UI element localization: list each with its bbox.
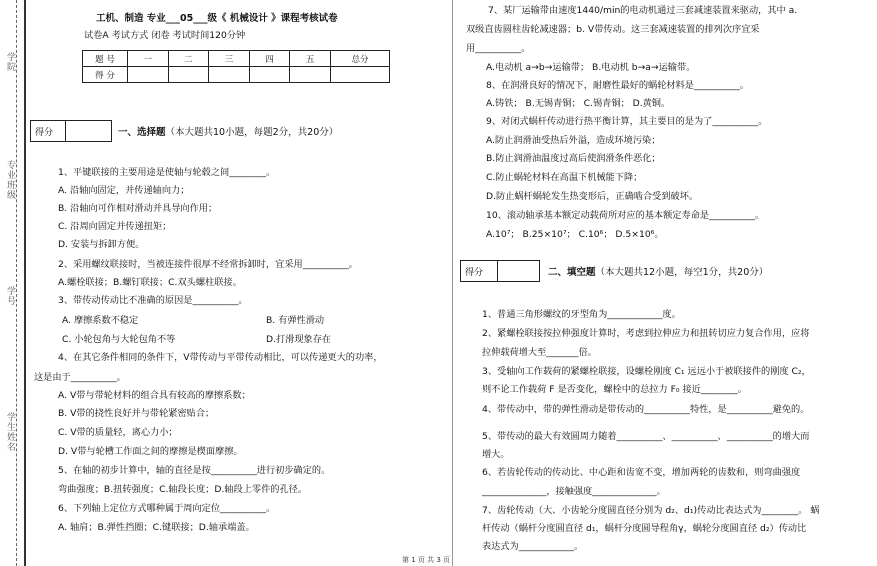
- score-box-reviewer[interactable]: [66, 121, 111, 141]
- score-table-cell: 一: [128, 51, 169, 67]
- fill-question-line: 4、带传动中，带的弹性滑动是带传动的__________特性，是__________避免的。: [482, 404, 810, 415]
- option-line: D.防止蜗杆蜗轮发生热变形后，正确啮合受到破坏。: [486, 191, 699, 202]
- score-box-label: 得分: [461, 261, 498, 281]
- score-input-cell[interactable]: [290, 67, 331, 83]
- option-line: A. 沿轴向固定，并传递轴向力；: [58, 185, 190, 196]
- fill-question-line: 2、紧螺栓联接按拉伸强度计算时，考虑到拉伸应力和扭转切应力复合作用，应将: [482, 328, 810, 339]
- option-line: C. 沿周向固定并传递扭矩；: [58, 221, 172, 232]
- option-line: A.10⁷； B.25×10⁷； C.10⁶； D.5×10⁶。: [486, 229, 664, 240]
- question-line: 4、在其它条件相同的条件下，V带传动与平带传动相比，可以传递更大的功率，: [58, 352, 383, 363]
- section1-score-box: [30, 120, 112, 142]
- fill-question-line: 3、受轴向工作载荷的紧螺栓联接，设螺栓刚度 C₁ 远远小于被联接件的刚度 C₂，: [482, 366, 811, 377]
- fill-question-line: 表达式为____________。: [482, 541, 584, 552]
- question-line: 10、滚动轴承基本额定动载荷所对应的基本额定寿命是__________。: [486, 210, 765, 221]
- option-line: A. 轴肩；B.弹性挡圈；C.键联接；D.轴承端盖。: [58, 522, 255, 533]
- fill-question-line: 7、齿轮传动（大、小齿轮分度圆直径分别为 d₂、d₁)传动比表达式为________。 蜗: [482, 505, 820, 516]
- score-input-cell[interactable]: [168, 67, 209, 83]
- question-line: 8、在润滑良好的情况下，耐磨性最好的蜗轮材料是__________。: [486, 80, 750, 91]
- score-table-cell: 三: [209, 51, 250, 67]
- option-line: D. 安装与拆卸方便。: [58, 239, 145, 250]
- section2-score-box: [460, 260, 540, 282]
- score-input-cell[interactable]: [128, 67, 169, 83]
- score-input-cell[interactable]: [249, 67, 290, 83]
- fill-question-line: 增大。: [482, 449, 510, 460]
- question-line: 3、带传动传动比不准确的原因是__________。: [58, 295, 248, 306]
- section2-heading: [548, 264, 768, 278]
- fill-question-line: 杆传动（蜗杆分度圆直径 d₁，蜗杆分度圆导程角γ，蜗轮分度圆直径 d₂）传动比: [482, 523, 807, 534]
- fill-question-line: 拉伸载荷增大至_______倍。: [482, 347, 597, 358]
- option-line: A. V带与带轮材料的组合具有较高的摩擦系数；: [58, 390, 251, 401]
- question-line: 5、在轴的初步计算中，轴的直径是按__________进行初步确定的。: [58, 465, 331, 476]
- section2-title: 二、填空题: [548, 267, 596, 278]
- option-line: B.防止润滑油温度过高后使润滑条件恶化；: [486, 153, 661, 164]
- score-input-cell[interactable]: [209, 67, 250, 83]
- score-table-cell: 题 号: [83, 51, 128, 67]
- option-line: A. 摩擦系数不稳定: [62, 315, 139, 326]
- fill-question-line: 5、带传动的最大有效圆周力随着__________、__________、__________的增大而: [482, 431, 810, 442]
- question-line: 1、平键联接的主要用途是使轴与轮毂之间________。: [58, 167, 276, 178]
- binding-line: [16, 0, 17, 566]
- question-line: 这是由于__________。: [34, 372, 126, 383]
- option-line: 弯曲强度；B.扭转强度；C.轴段长度；D.轴段上零件的孔径。: [58, 484, 308, 495]
- option-line: D.打滑现象存在: [266, 334, 332, 345]
- option-line: C.防止蜗轮材料在高温下机械能下降；: [486, 172, 643, 183]
- score-input-cell[interactable]: [331, 67, 390, 83]
- section1-desc: （本大题共10小题，每题2分，共20分）: [165, 127, 339, 138]
- college-label: 学院: [5, 52, 15, 72]
- score-table-cell: 二: [168, 51, 209, 67]
- score-box-reviewer[interactable]: [498, 261, 539, 281]
- option-line: B. 沿轴向可作相对滑动并具导向作用；: [58, 203, 218, 214]
- score-table-cell: 总分: [331, 51, 390, 67]
- option-line: C. 小轮包角与大轮包角不等: [62, 334, 176, 345]
- score-table-cell: 五: [290, 51, 331, 67]
- exam-info: 试卷A 考试方式 闭卷 考试时间120分钟: [84, 30, 246, 41]
- question-line: 用__________。: [466, 43, 531, 54]
- fill-question-line: ______________，接触强度______________。: [482, 486, 666, 497]
- fill-question-line: 1、普通三角形螺纹的牙型角为____________度。: [482, 309, 681, 320]
- option-line: C. V带的质量轻，离心力小；: [58, 427, 178, 438]
- option-line: B. 有弹性滑动: [266, 315, 325, 326]
- score-table-cell: 得 分: [83, 67, 128, 83]
- question-line: 9、对闭式蜗杆传动进行热平衡计算，其主要目的是为了__________。: [486, 116, 768, 127]
- page-footer: 第 1 页 共 3 页: [402, 556, 451, 564]
- student-id-label: 学号: [5, 286, 15, 306]
- option-line: B. V带的挠性良好并与带轮紧密贴合；: [58, 408, 215, 419]
- section1-heading: [118, 124, 338, 138]
- score-table: [82, 50, 390, 83]
- option-line: A.铸铁； B.无锡青铜； C.锡青铜； D.黄铜。: [486, 98, 671, 109]
- section1-title: 一、选择题: [118, 127, 166, 138]
- exam-title: 工机、制造 专业___05___级《 机械设计 》课程考核试卷: [96, 13, 338, 24]
- option-line: A.螺栓联接；B.螺钉联接；C.双头螺柱联接。: [58, 277, 242, 288]
- score-box-label: 得分: [31, 121, 66, 141]
- margin-line: [24, 0, 26, 566]
- question-line: 6、下列轴上定位方式哪种属于周向定位__________。: [58, 503, 276, 514]
- student-name-label: 学生姓名: [5, 412, 15, 452]
- fill-question-line: 6、若齿轮传动的传动比、中心距和齿宽不变，增加两轮的齿数和，则弯曲强度: [482, 467, 801, 478]
- option-line: D. V带与轮槽工作面之间的摩擦是楔面摩擦。: [58, 446, 243, 457]
- score-table-cell: 四: [249, 51, 290, 67]
- option-line: A.电动机 a→b→运输带； B.电动机 b→a→运输带。: [486, 62, 696, 73]
- question-line: 双级直齿圆柱齿轮减速器；b. V带传动。这三套减速装置的排列次序宜采: [466, 24, 760, 35]
- question-line: 2、采用螺纹联接时，当被连接件很厚不经常拆卸时，宜采用__________。: [58, 259, 358, 270]
- fill-question-line: 则不论工作载荷 F 是否变化，螺栓中的总拉力 F₀ 接近________。: [482, 384, 747, 395]
- option-line: A.防止润滑油受热后外溢，造成环境污染；: [486, 135, 661, 146]
- column-divider: [452, 0, 453, 566]
- major-class-label: 专业班级: [5, 160, 15, 200]
- section2-desc: （本大题共12小题，每空1分，共20分）: [595, 267, 769, 278]
- question-line: 7、某厂运输带由速度1440/min的电动机通过三套减速装置来驱动，其中 a.: [488, 5, 798, 16]
